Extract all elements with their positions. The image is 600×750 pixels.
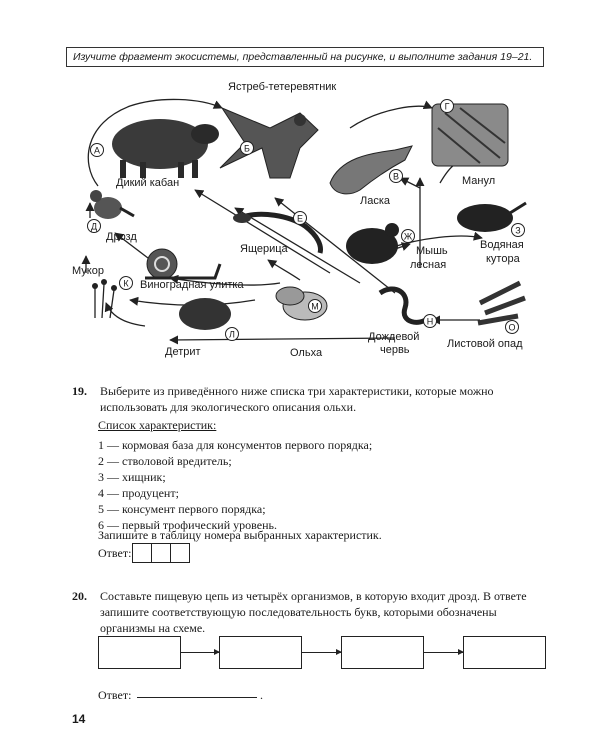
label-kutora-line1: Водяная: [480, 239, 524, 251]
marker-g: [441, 100, 454, 113]
svg-text:Ж: Ж: [403, 231, 413, 242]
answer-cell-3[interactable]: [170, 543, 190, 563]
question-20-answer-period: .: [260, 688, 263, 702]
label-worm-line2: червь: [380, 344, 410, 356]
chain-box-4[interactable]: [463, 636, 546, 669]
instruction-box: [66, 47, 544, 67]
litter-picture: [478, 283, 525, 323]
label-worm-line1: Дождевой: [368, 331, 420, 343]
svg-text:Е: Е: [296, 213, 304, 224]
manul-picture: [432, 101, 508, 166]
weasel-picture: [330, 146, 412, 194]
question-20-answer-line[interactable]: [137, 697, 257, 698]
marker-a: [91, 144, 104, 157]
chain-box-3[interactable]: [341, 636, 424, 669]
svg-text:Л: Л: [229, 329, 235, 340]
mouse-picture: [346, 223, 399, 264]
marker-z: [512, 224, 525, 237]
option-2: 2 — стволовой вредитель;: [98, 454, 232, 468]
option-1: 1 — кормовая база для консументов первого порядка;: [98, 438, 373, 452]
question-20-text: Составьте пищевую цепь из четырёх организмов, в которую входит дрозд. В ответе запишите соответствующую последовательность букв, которыми обозначены организмы на схеме.: [100, 589, 527, 635]
label-kutora-line2: кутора: [486, 253, 520, 265]
marker-b: [241, 142, 254, 155]
label-lizard: Ящерица: [240, 243, 288, 255]
mucor-picture: [92, 279, 117, 318]
label-litter: Листовой опад: [447, 338, 523, 350]
svg-text:А: А: [93, 145, 101, 156]
svg-text:Д: Д: [90, 221, 98, 232]
option-4: 4 — продуцент;: [98, 486, 179, 500]
label-mouse-line2: лесная: [410, 259, 447, 271]
label-boar: Дикий кабан: [116, 177, 180, 189]
label-mucor: Мукор: [72, 265, 104, 277]
svg-text:В: В: [392, 171, 400, 182]
svg-text:Н: Н: [426, 316, 434, 327]
characteristics-list-title: Список характеристик:: [98, 418, 217, 432]
svg-text:О: О: [508, 322, 516, 333]
marker-m: [309, 300, 322, 313]
label-alder: Ольха: [290, 347, 323, 359]
marker-v: [390, 170, 403, 183]
label-mouse-line1: Мышь: [416, 245, 448, 257]
question-19-answer-table: [133, 543, 190, 563]
svg-text:М: М: [311, 301, 319, 312]
answer-cell-1[interactable]: [132, 543, 152, 563]
question-19-text: Выберите из приведённого ниже списка три характеристики, которые можно использовать для экологического описания ольхи.: [100, 384, 494, 414]
marker-zh: [402, 230, 415, 243]
marker-n: [424, 315, 437, 328]
answer-cell-2[interactable]: [151, 543, 171, 563]
label-weasel: Ласка: [360, 195, 391, 207]
thrush-picture: [90, 190, 134, 219]
question-20-number: 20.: [72, 589, 87, 603]
chain-box-1[interactable]: [98, 636, 181, 669]
ecosystem-diagram: [0, 68, 600, 378]
chain-arrow-1: [181, 652, 219, 653]
svg-text:З: З: [515, 225, 521, 236]
marker-e: [294, 212, 307, 225]
chain-box-2[interactable]: [219, 636, 302, 669]
marker-l: [226, 328, 239, 341]
boar-picture: [112, 119, 219, 178]
svg-text:К: К: [123, 278, 129, 289]
instruction-text: Изучите фрагмент экосистемы, представленный на рисунке, и выполните задания 19–21.: [73, 51, 533, 63]
snail-picture: [145, 249, 220, 279]
label-detritus: Детрит: [165, 346, 201, 358]
label-thrush: Дрозд: [106, 231, 137, 243]
label-manul: Манул: [462, 175, 496, 187]
question-19-number: 19.: [72, 384, 87, 398]
marker-k: [120, 277, 133, 290]
hawk-picture: [220, 108, 318, 178]
earthworm-picture: [380, 289, 428, 322]
question-20-answer-label: Ответ:: [98, 688, 132, 702]
question-19-answer-label: Ответ:: [98, 546, 132, 560]
label-snail: Виноградная улитка: [140, 279, 244, 291]
chain-arrow-3: [424, 652, 463, 653]
detritus-picture: [179, 298, 231, 330]
page-number: 14: [72, 712, 86, 726]
option-3: 3 — хищник;: [98, 470, 166, 484]
marker-d: [88, 220, 101, 233]
question-19-instruction: Запишите в таблицу номера выбранных характеристик.: [98, 528, 382, 542]
option-6: 6 — первый трофический уровень.: [98, 518, 277, 532]
chain-arrow-2: [302, 652, 341, 653]
marker-o: [506, 321, 519, 334]
label-hawk: Ястреб-тетеревятник: [228, 81, 337, 93]
svg-text:Б: Б: [244, 143, 250, 154]
option-5: 5 — консумент первого порядка;: [98, 502, 266, 516]
svg-text:Г: Г: [444, 101, 450, 112]
